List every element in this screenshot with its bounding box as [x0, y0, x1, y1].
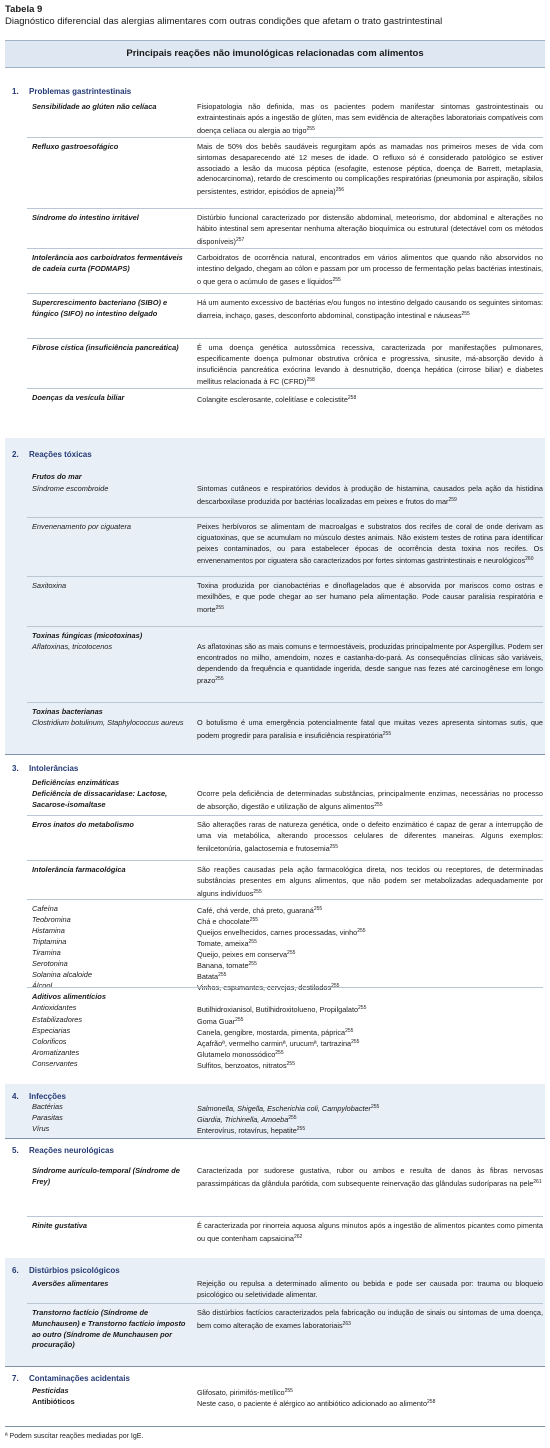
row-divider: [27, 576, 543, 577]
reference-number: 255: [288, 1115, 297, 1121]
condition-description: [197, 522, 543, 567]
condition-description: [197, 1166, 543, 1190]
description-text: Tomate, ameixa: [197, 939, 249, 948]
reference-number: 255: [351, 1039, 360, 1045]
row-divider: [27, 860, 543, 861]
reference-number: 255: [371, 1104, 380, 1110]
condition-description: [197, 718, 543, 742]
condition-name: Refluxo gastroesofágico: [32, 142, 119, 151]
reference-number: 255: [313, 906, 323, 912]
condition-name: Intolerância aos carboidratos fermentáveis de cadeia curta (FODMAPS): [32, 253, 183, 273]
reference-number: 255: [249, 917, 259, 923]
section-title: Problemas gastrintestinais: [29, 87, 132, 96]
description-text: Vinhos, espumantes, cervejas, destilados: [197, 983, 332, 992]
section-title: Distúrbios psicológicos: [29, 1266, 120, 1275]
condition-description: [197, 253, 543, 287]
section-7: [5, 1366, 545, 1426]
section-heading: [12, 1092, 66, 1101]
reference-number: 259: [448, 496, 457, 503]
description-text: Toxina produzida por cianobactérias e dinoflagelados que é absorvida por mariscos como ostras e mexilhões, e que pode chegar ao ser humano pela alimentação. Pode causar paralisia respiratória e morte: [197, 581, 543, 614]
condition-name: Aromatizantes: [32, 1048, 80, 1057]
condition-name: Envenenamento por ciguatera: [32, 522, 132, 531]
row-divider: [27, 388, 543, 389]
description-text: São alterações raras de natureza genética, onde o defeito enzimático é capaz de gerar a interrupção de uma via metabólica, alterando processos celulares de diferentes maneiras. Alguns exemplos: fenilcetonúria, galactosemia e frutosemia: [197, 820, 543, 853]
condition-name: Rinite gustativa: [32, 1221, 88, 1230]
reference-number: 257: [235, 236, 245, 243]
description-text: Sintomas cutâneos e respiratórios devidos à produção de histamina, causados pela ação da histidina descarboxilase produzida por bactérias localizadas em peixes e frutos do mar: [197, 484, 543, 506]
condition-name: Síndrome aurículo-temporal (Síndrome de Frey): [32, 1166, 180, 1186]
table-title: Diagnóstico diferencial das alergias alimentares com outras condições que afetam o trato gastrintestinal: [5, 16, 443, 27]
section-heading: [12, 1146, 114, 1155]
condition-name: Clostridium botulinum, Staphylococcus aureus: [32, 718, 184, 727]
section-number: 1.: [12, 87, 19, 96]
condition-name: Bactérias: [32, 1102, 63, 1111]
reference-number: 258: [427, 1399, 436, 1405]
table-banner: Principais reações não imunológicas relacionadas com alimentos: [5, 40, 545, 68]
description-text: Sulfitos, benzoatos, nitratos: [197, 1061, 287, 1070]
section-title: Contaminações acidentais: [29, 1374, 130, 1383]
section-number: 7.: [12, 1374, 19, 1383]
reference-number: 255: [357, 928, 366, 934]
reference-number: 255: [235, 1017, 244, 1023]
row-divider: [27, 987, 543, 988]
description-text: É uma doença genética autossômica recessiva, caracterizada por manifestações pulmonares, especificamente doença pulmonar obstrutiva crônica e progressiva, sinusite, má-absorção devido à insuficiência pancreática exócrina levando à desnutrição, doença hepática (cirrose biliar) e diabetes mellitus relacionada à FC (CFRD): [197, 343, 543, 387]
reference-number: 255: [331, 983, 340, 989]
description-text: Café, chá verde, chá preto, guaraná: [197, 906, 314, 915]
condition-name: Saxitoxina: [32, 581, 67, 590]
table-label: Tabela 9: [5, 4, 43, 15]
section-number: 5.: [12, 1146, 19, 1155]
row-divider: [27, 626, 543, 627]
row-divider: [27, 1303, 543, 1304]
group-label: Toxinas bacterianas: [32, 707, 103, 716]
description-text: As aflatoxinas são as mais comuns e termoestáveis, produzidas principalmente por Aspergillus. Podem ser encontrados no milho, amendoim, nozes e castanha-do-pará. As consequências clínicas são variáveis, dependendo da frequência e quantidade ingerida, desde sangue nas fezes até carcinogênese em longo prazo: [197, 642, 543, 686]
condition-name: Cafeína: [32, 904, 58, 913]
section-number: 6.: [12, 1266, 19, 1275]
description-text: Banana, tomate: [197, 961, 249, 970]
condition-description: [197, 820, 543, 854]
section-2: [5, 438, 545, 754]
row-divider: [27, 208, 543, 209]
condition-name: Vírus: [32, 1124, 50, 1133]
condition-name: Erros inatos do metabolismo: [32, 820, 134, 829]
condition-description: [197, 1059, 543, 1072]
description-text: Fisiopatologia não definida, mas os pacientes podem manifestar sintomas gastrointestinais ou extraintestinais após a ingestão de glúten, mas sem evidência de alterações laboratoriais compatíveis com doença celíaca ou alergia ao trigo: [197, 102, 543, 135]
condition-name: Antibióticos: [32, 1397, 75, 1406]
footnote: ª Podem suscitar reações mediadas por IgE.: [5, 1433, 144, 1440]
reference-number: 255: [329, 843, 338, 850]
reference-number: 255: [306, 125, 315, 132]
condition-name: Transtorno factício (Síndrome de Munchausen) e Transtorno factício imposto ao outro (Síndrome de Munchausen por procuração): [32, 1308, 186, 1350]
row-divider: [27, 1216, 543, 1217]
condition-name: Aversões alimentares: [32, 1279, 109, 1288]
reference-number: 255: [358, 1005, 367, 1011]
reference-number: 260: [525, 556, 534, 563]
description-text: Peixes herbívoros se alimentam de macroalgas e substratos dos recifes de coral de onde derivam as ciguatoxinas, que se acumulam no músculo destes animais. Não existem testes de rotina para identificar peixes contaminados, ou para estabelecer épocas de ocorrência desta toxina nos recifes. Os envenenamentos por ciguatera são caracterizados por fortes sintomas gastrintestinais e neurológicos: [197, 522, 543, 566]
condition-name: Síndrome do intestino irritável: [32, 213, 139, 222]
section-title: Reações tóxicas: [29, 450, 92, 459]
reference-number: 255: [284, 1388, 293, 1394]
reference-number: 255: [287, 950, 296, 956]
reference-number: 261: [533, 1178, 542, 1185]
reference-number: 255: [332, 276, 341, 283]
description-text: São reações causadas pela ação farmacológica direta, nos tecidos ou receptores, de determinadas substâncias presentes em alguns alimentos, que não podem ser metabolizadas adequadamente por alguns indivíduos: [197, 865, 543, 898]
row-divider: [27, 899, 543, 900]
section-number: 4.: [12, 1092, 19, 1101]
description-text: Queijos envelhecidos, carnes processadas, vinho: [197, 928, 358, 937]
description-text: Queijo, peixes em conserva: [197, 950, 288, 959]
section-4: [5, 1084, 545, 1138]
reference-number: 258: [306, 377, 315, 384]
condition-name: Histamina: [32, 926, 65, 935]
condition-description: [197, 1124, 543, 1137]
reference-number: 255: [248, 961, 257, 967]
description-text: Glutamelo monossódico: [197, 1050, 276, 1059]
section-heading: [12, 87, 131, 96]
section-separator: [5, 1426, 545, 1427]
condition-name: Aflatoxinas, tricotocenos: [32, 642, 113, 651]
section-3: [5, 754, 545, 1084]
section-heading: [12, 450, 92, 459]
group-label: Toxinas fúngicas (micotoxinas): [32, 631, 143, 640]
description-text: Butilhidroxianisol, Butilhidroxitolueno, Propilgalato: [197, 1005, 359, 1014]
condition-name: Fibrose cística (insuficiência pancreática): [32, 343, 179, 352]
row-divider: [27, 338, 543, 339]
condition-description: [197, 1279, 543, 1301]
description-text: Chá e chocolate: [197, 917, 250, 926]
row-divider: [27, 248, 543, 249]
description-text: São distúrbios factícios caracterizados pela fabricação ou indução de sinais ou sintomas de uma doença, bem como alteração de exames laboratoriais: [197, 1308, 543, 1330]
description-text: Salmonella, Shigella, Escherichia coli, Campylobacter: [197, 1104, 371, 1113]
condition-description: [197, 484, 543, 508]
condition-name: Intolerância farmacológica: [32, 865, 126, 874]
description-text: Colangite esclerosante, colelitíase e colecistite: [197, 395, 348, 404]
section-title: Infecções: [29, 1092, 66, 1101]
description-text: Goma Guar: [197, 1017, 236, 1026]
condition-description: [197, 1003, 543, 1016]
section-1: [5, 78, 545, 438]
section-number: 2.: [12, 450, 19, 459]
section-title: Intolerâncias: [29, 764, 79, 773]
condition-description: [197, 1308, 543, 1332]
group-label: Deficiências enzimáticas: [32, 778, 120, 787]
condition-description: [197, 642, 543, 687]
section-number: 3.: [12, 764, 19, 773]
condition-name: Tiramina: [32, 948, 61, 957]
condition-name: Teobromina: [32, 915, 71, 924]
reference-number: 255: [461, 310, 470, 317]
reference-number: 255: [215, 676, 224, 683]
section-heading: [12, 1374, 130, 1383]
condition-name: Solanina alcaloide: [32, 970, 92, 979]
reference-number: 256: [335, 187, 345, 194]
reference-number: 255: [275, 1050, 284, 1056]
description-text: É caracterizada por rinorreia aquosa alguns minutos após a ingestão de alimentos picantes como pimenta ou que contenham capsaicina: [197, 1221, 543, 1243]
reference-number: 263: [342, 1320, 351, 1327]
section-title: Reações neurológicas: [29, 1146, 114, 1155]
condition-name: Supercrescimento bacteriano (SIBO) e fúngico (SIFO) no intestino delgado: [32, 298, 168, 318]
condition-description: [197, 1397, 543, 1410]
condition-name: Deficiência de dissacaridase: Lactose, Sacarose-isomaltase: [32, 789, 168, 809]
description-text: Ocorre pela deficiência de determinadas substâncias, principalmente enzimas, necessárias no processo de absorção, digestão e utilização de alguns alimentos: [197, 789, 543, 811]
reference-number: 255: [345, 1028, 354, 1034]
description-text: Glifosato, pirimifós-metílico: [197, 1388, 285, 1397]
section-6: [5, 1258, 545, 1366]
condition-name: Conservantes: [32, 1059, 78, 1068]
description-text: Canela, gengibre, mostarda, pimenta, páprica: [197, 1028, 346, 1037]
description-text: Açafrãoª, vermelho carminª, urucumª, tartrazina: [197, 1039, 352, 1048]
description-text: O botulismo é uma emergência potencialmente fatal que muitas vezes apresenta sintomas sutis, que podem progredir para paralisia e insuficiência respiratória: [197, 718, 543, 740]
condition-name: Álcool: [32, 981, 53, 990]
section-heading: [12, 764, 78, 773]
condition-description: [197, 142, 543, 198]
description-text: Distúrbio funcional caracterizado por distensão abdominal, meteorismo, dor abdominal e alterações no hábito intestinal sem apresentar nenhuma alteração bioquímica ou estrutural (detectável com os métodos disponíveis): [197, 213, 543, 246]
reference-number: 255: [218, 972, 227, 978]
condition-description: [197, 581, 543, 615]
row-divider: [27, 517, 543, 518]
section-heading: [12, 1266, 120, 1275]
description-text: Batata: [197, 972, 219, 981]
condition-name: Serotonina: [32, 959, 68, 968]
group-label: Aditivos alimentícios: [32, 992, 106, 1001]
reference-number: 255: [286, 1061, 295, 1067]
reference-number: 255: [253, 888, 262, 895]
condition-description: [197, 213, 543, 247]
condition-description: [197, 393, 543, 406]
condition-name: Estabilizadores: [32, 1015, 83, 1024]
condition-description: [197, 865, 543, 899]
row-divider: [27, 702, 543, 703]
description-text: Mais de 50% dos bebês saudáveis regurgitam após as mamadas nos primeiros meses de vida com sintomas desaparecendo até 12 meses de idade. O refluxo só é considerado patológico se estiver associado a lesão da mucosa péptica (esofagite, estenose péptica, doença de Barrett, metaplasia, adenocarcinoma), retardo de crescimento ou complicações respiratórias (pneumonia por aspiração, sibilos persistentes, estridor, episódios de apneia): [197, 142, 543, 197]
condition-name: Antioxidantes: [32, 1003, 77, 1012]
reference-number: 255: [296, 1126, 306, 1132]
description-text: Giardia, Trichinella, Amoeba: [197, 1115, 289, 1124]
reference-number: 255: [215, 604, 224, 611]
row-divider: [27, 137, 543, 138]
condition-name: Parasitas: [32, 1113, 63, 1122]
group-label: Frutos do mar: [32, 472, 82, 481]
reference-number: 255: [248, 939, 257, 945]
description-text: Enterovírus, rotavírus, hepatite: [197, 1126, 297, 1135]
description-text: Neste caso, o paciente é alérgico ao antibiótico adicionado ao alimento: [197, 1399, 428, 1408]
condition-description: [197, 343, 543, 388]
description-text: Há um aumento excessivo de bactérias e/ou fungos no intestino delgado causando os seguintes sintomas: diarreia, inchaço, gases, desconforto abdominal, constipação intestinal e náuseas: [197, 298, 543, 320]
row-divider: [27, 815, 543, 816]
row-divider: [27, 293, 543, 294]
condition-description: [197, 1221, 543, 1245]
description-text: Rejeição ou repulsa a determinado alimento ou bebida e pode ser causada por: trauma ou bloqueio psicológico ou seletividade alimentar.: [197, 1279, 543, 1299]
condition-name: Triptamina: [32, 937, 67, 946]
condition-name: Sensibilidade ao glúten não celíaca: [32, 102, 157, 111]
condition-name: Especiarias: [32, 1026, 71, 1035]
reference-number: 262: [293, 1233, 303, 1240]
description-text: Carboidratos de ocorrência natural, encontrados em vários alimentos que quando não absorvidos no intestino delgado, chegam ao cólon e passam por um processo de fermentação pelas bactérias intestinais, o que gera o acúmulo de gases e líquidos: [197, 253, 543, 286]
condition-description: [197, 102, 543, 136]
condition-name: Síndrome escombroide: [32, 484, 109, 493]
reference-number: 258: [347, 395, 357, 401]
condition-name: Doenças da vesícula biliar: [32, 393, 125, 402]
description-text: Caracterizada por sudorese gustativa, rubor ou ambos e resulta de danos às fibras nervosas parassimpáticas da glândula parótida, com subsequente reinervação das glândulas sudoríparas na pele: [197, 1166, 543, 1188]
section-5: [5, 1138, 545, 1258]
condition-name: Pesticidas: [32, 1386, 69, 1395]
condition-name: Colorificos: [32, 1037, 67, 1046]
condition-description: [197, 789, 543, 813]
reference-number: 255: [374, 801, 383, 808]
condition-description: [197, 298, 543, 322]
reference-number: 255: [382, 730, 392, 737]
